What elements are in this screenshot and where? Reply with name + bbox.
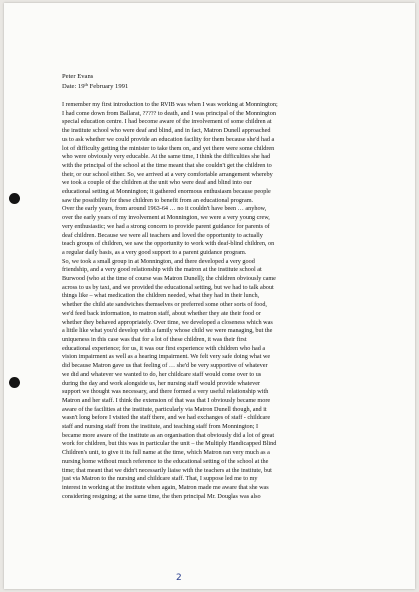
body-text-line: with the principal of the school at the time meant that she couldn't get the children to xyxy=(62,161,272,169)
punch-hole-top xyxy=(9,193,20,204)
body-text-line: educational setting at Monnington; it gathered enormous enthusiasm because people xyxy=(62,188,271,196)
body-text-line: teach groups of children, we saw the opportunity to work with deaf-blind children, on xyxy=(62,240,275,248)
body-text-line: work for children, but this was in particular the unit – the Multiply Handicapped Blind xyxy=(62,440,277,448)
handwritten-page-number: 2 xyxy=(176,573,182,583)
body-text-line: staff and nursing staff from the institute, and teaching staff from Monnington; I xyxy=(62,423,259,431)
body-text-line: us to ask whether we could provide an education facility for them because she'd had a xyxy=(62,135,275,143)
body-text-line: things like – what medication the children needed, what they had in their lunch, xyxy=(62,292,260,300)
body-text-line: a regular daily basis, as a very good support to a parent guidance program. xyxy=(62,248,247,256)
author-name: Peter Evans xyxy=(62,73,94,80)
body-text-line: did because Matron gave us that feeling of … she'd be very supportive of whatever xyxy=(62,362,268,370)
body-text-line: uniqueness in this case was that for a lot of these children, it was their first xyxy=(62,335,247,343)
body-text-line: support we thought was necessary, and there formed a very useful relationship with xyxy=(62,388,269,396)
letter-header xyxy=(62,72,128,91)
body-text-line: time; that meant that we didn't necessarily liaise with the teachers at the institute, but xyxy=(62,466,272,474)
body-text-line: we took a couple of the children at the unit who were deaf and blind into our xyxy=(62,179,252,187)
body-text-line: friendship, and a very good relationship with the matron at the institute school at xyxy=(62,266,262,274)
body-text-line: we did and whatever we wanted to do, her childcare staff would come over to us xyxy=(62,370,262,378)
body-text-line: interest in working at the institute when again, Matron made me aware that she was xyxy=(62,483,269,491)
body-text-line: So, we took a small group in at Monnington, and there developed a very good xyxy=(62,257,255,265)
body-text-line: whether the child ate sandwiches themselves or preferred some other sorts of food, xyxy=(62,301,267,309)
body-text-line: Over the early years, from around 1963-64 … no it couldn't have been … anyhow, xyxy=(62,205,267,213)
punch-hole-bottom xyxy=(9,377,20,388)
body-text-line: Burwood (who at the time of course was Matron Dunell); the children obviously came xyxy=(62,275,276,283)
date-rest: February 1991 xyxy=(87,82,129,90)
date-prefix: Date: 19 xyxy=(62,82,85,90)
body-text-line: saw the possibility for these children to benefit from an educational program. xyxy=(62,196,254,204)
body-text-line: Matron and her staff. I think the extension of that was that I obviously became more xyxy=(62,396,271,404)
body-text-line: whether they behaved appropriately. Over time, we developed a closeness which was xyxy=(62,318,273,326)
document-page xyxy=(4,3,415,589)
body-text-line: their, or our school either. So, we arrived at a very comfortable arrangement whereby xyxy=(62,170,273,178)
body-text-line: just via Matron to the nursing and childcare staff. That, I suppose led me to my xyxy=(62,475,258,483)
body-text-line: very enthusiastic; we had a strong concern to provide parent guidance for parents of xyxy=(62,222,270,230)
body-text-line: I had come down from Ballarat, ????? to death, and I was principal of the Monnington xyxy=(62,109,276,117)
body-text-line: over the early years of my involvement at Monnington, we were a very young crew, xyxy=(62,214,270,222)
body-text-line: the institute school who were deaf and blind, and in fact, Matron Dunell approached xyxy=(62,127,271,135)
letter-body xyxy=(62,101,392,501)
body-text-line: wasn't long before I visited the staff there, and we had exchanges of staff - childcare xyxy=(62,414,271,422)
body-text-line: considering resigning; at the same time, the then principal Mr. Douglas was also xyxy=(62,492,261,500)
body-text-line: during the day and work alongside us, her nursing staff would provide whatever xyxy=(62,379,261,387)
body-text-line: aware of the facilities at the institute, particularly via Matron Dunell though, and it xyxy=(62,405,267,413)
body-text-line: special education centre. I had become aware of the involvement of some children at xyxy=(62,118,272,126)
body-text-line: a little like what you'd develop with a family whose child we were managing, but the xyxy=(62,327,273,335)
body-text-line: educational experience; for us, it was our first experience with children who had a xyxy=(62,344,266,352)
body-text-line: deaf children. Because we were all teachers and loved the opportunity to actually xyxy=(62,231,263,239)
body-text-line: I remember my first introduction to the RVIB was when I was working at Monnington; xyxy=(62,101,278,108)
letter-date xyxy=(62,82,128,92)
body-text-line: lot of difficulty getting the minister to take them on, and yet there were some children xyxy=(62,144,275,152)
body-text-line: nursing home without much reference to the educational setting of the school at the xyxy=(62,457,269,465)
body-text-line: across to us by taxi, and we provided the educational setting, but we had to talk about xyxy=(62,283,274,291)
date-ordinal-suffix: th xyxy=(84,81,88,87)
body-text-line: vision impairment as well as a hearing impairment. We felt very safe doing what we xyxy=(62,353,271,361)
body-text-line: became more aware of the institute as an organisation that obviously did a lot of great xyxy=(62,431,275,439)
body-text-line: we'd feed back information, to matron staff, about whether they ate their food or xyxy=(62,309,261,317)
body-text-line: who were obviously very educable. At the same time, I think the difficulties she had xyxy=(62,153,271,161)
body-text-line: Children's unit, to give it its full name at the time, which Matron ran very much as a xyxy=(62,449,270,457)
